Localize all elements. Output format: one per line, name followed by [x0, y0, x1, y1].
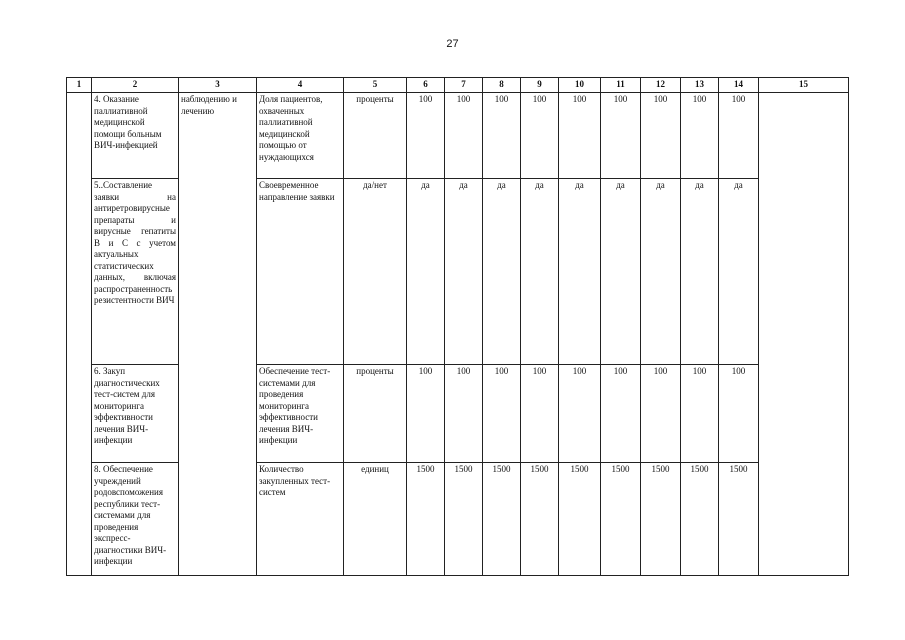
value-cell: да — [521, 179, 559, 365]
value-cell: да — [719, 179, 759, 365]
indicator-cell: Количество закупленных тест-систем — [257, 463, 344, 576]
value-cell: да — [407, 179, 445, 365]
header-cell: 9 — [521, 78, 559, 93]
value-cell: 100 — [601, 365, 641, 463]
header-cell: 13 — [681, 78, 719, 93]
header-cell: 12 — [641, 78, 681, 93]
value-cell: 100 — [601, 93, 641, 179]
value-cell: 100 — [559, 93, 601, 179]
measure-cell: 8. Обеспечение учреждений родовспоможения республики тест-системами для проведения экспресс-диагностики ВИЧ-инфекции — [92, 463, 179, 576]
row-number-cell — [67, 93, 92, 576]
header-cell: 1 — [67, 78, 92, 93]
value-cell: 1500 — [601, 463, 641, 576]
value-cell: 100 — [641, 93, 681, 179]
page-number: 27 — [446, 38, 459, 50]
header-cell: 15 — [759, 78, 849, 93]
table-row — [67, 93, 849, 179]
unit-cell: проценты — [344, 365, 407, 463]
value-cell: 100 — [559, 365, 601, 463]
value-cell: 100 — [719, 365, 759, 463]
header-cell: 4 — [257, 78, 344, 93]
value-cell: 100 — [483, 365, 521, 463]
value-cell: 100 — [521, 93, 559, 179]
value-cell: да — [483, 179, 521, 365]
value-cell: 1500 — [559, 463, 601, 576]
unit-cell: единиц — [344, 463, 407, 576]
value-cell: 100 — [641, 365, 681, 463]
value-cell: 1500 — [521, 463, 559, 576]
value-cell: да — [601, 179, 641, 365]
value-cell: 100 — [521, 365, 559, 463]
value-cell: 100 — [483, 93, 521, 179]
header-cell: 10 — [559, 78, 601, 93]
value-cell: 100 — [681, 93, 719, 179]
value-cell: 100 — [445, 93, 483, 179]
value-cell: 1500 — [681, 463, 719, 576]
notes-cell — [759, 93, 849, 576]
header-cell: 5 — [344, 78, 407, 93]
indicator-cell: Доля пациентов, охваченных паллиативной медицинской помощью от нуждающихся — [257, 93, 344, 179]
header-cell: 6 — [407, 78, 445, 93]
value-cell: 1500 — [445, 463, 483, 576]
value-cell: 100 — [407, 365, 445, 463]
value-cell: да — [559, 179, 601, 365]
value-cell: 1500 — [719, 463, 759, 576]
value-cell: 100 — [719, 93, 759, 179]
value-cell: 100 — [445, 365, 483, 463]
measure-cell: 6. Закуп диагностических тест-систем для мониторинга эффективности лечения ВИЧ-инфекции — [92, 365, 179, 463]
header-cell: 3 — [179, 78, 257, 93]
measure-cell: 5..Составление заявки на антиретровирусные препараты и вирусные гепатиты В и С с учетом актуальных статистических данных, включая распространенность резистентности ВИЧ — [92, 179, 179, 365]
value-cell: 1500 — [407, 463, 445, 576]
indicator-cell: Своевременное направление заявки — [257, 179, 344, 365]
header-cell: 8 — [483, 78, 521, 93]
header-cell: 2 — [92, 78, 179, 93]
value-cell: 1500 — [641, 463, 681, 576]
indicator-cell: Обеспечение тест-системами для проведения мониторинга эффективности лечения ВИЧ-инфекции — [257, 365, 344, 463]
program-table — [66, 77, 849, 576]
unit-cell: проценты — [344, 93, 407, 179]
value-cell: да — [641, 179, 681, 365]
value-cell: 100 — [407, 93, 445, 179]
value-cell: 1500 — [483, 463, 521, 576]
responsible-cell: наблюдению и лечению — [179, 93, 257, 576]
unit-cell: да/нет — [344, 179, 407, 365]
header-row — [67, 78, 849, 93]
measure-cell: 4. Оказание паллиативной медицинской помощи больным ВИЧ-инфекцией — [92, 93, 179, 179]
header-cell: 7 — [445, 78, 483, 93]
header-cell: 14 — [719, 78, 759, 93]
header-cell: 11 — [601, 78, 641, 93]
value-cell: да — [445, 179, 483, 365]
value-cell: 100 — [681, 365, 719, 463]
value-cell: да — [681, 179, 719, 365]
